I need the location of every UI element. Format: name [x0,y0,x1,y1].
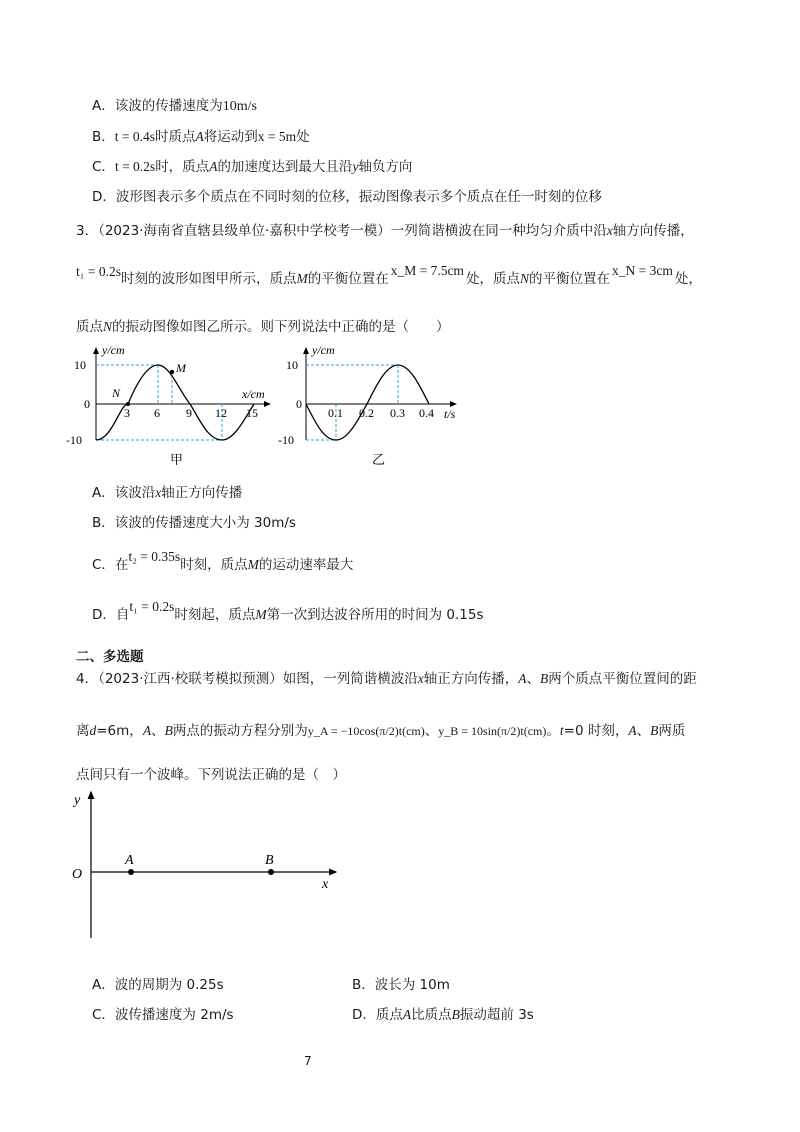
option-label: B． [352,977,375,993]
q2-option-a [92,97,257,116]
q3-option-d [92,599,484,624]
option-text: 波形图表示多个质点在不同时刻的位移，振动图像表示多个质点在任一时刻的位移 [115,189,602,205]
point-m-dot [170,370,174,374]
option-text: 自 [115,607,130,623]
option-text: 该波沿 [114,485,156,501]
xn-expr: x_N = 3cm [611,263,673,278]
t2-expr: t₂ = 0.35s [128,549,181,564]
var-n: N [103,319,113,334]
stem-text: 离 [76,723,90,739]
var-m: M [247,557,259,572]
option-text: 第一次到达波谷所用的时间为 0.15s [266,607,484,623]
equation-a: y_A = −10cos(π/2)t(cm) [307,724,425,738]
var-b: B [540,671,549,686]
option-text: 波的周期为 0.25s [114,977,224,993]
option-label: D． [352,1007,376,1023]
q2-option-d [92,188,602,206]
speed-value: 10m/s [222,99,257,114]
option-text: 比质点 [411,1007,452,1023]
var-b: B [451,1007,460,1022]
option-text: 该波的传播速度为 [114,98,223,114]
y-axis-label: y/cm [312,343,335,357]
stem-text: 、 [636,723,651,739]
option-text: 的运动速率最大 [258,557,354,573]
stem-text: =6m， [96,723,143,739]
y-tick: -10 [278,433,294,447]
option-label: C． [92,557,115,573]
t1-expr: t₁ = 0.2s [76,264,121,279]
stem-text: 的振动图像如图乙所示。则下列说法中正确的是（ ） [112,319,450,335]
option-label: B． [92,129,115,145]
stem-text: 质点 [76,319,103,335]
var-d: d [89,723,97,738]
q3-stem-line3 [76,318,450,336]
question-source: （2023·海南省直辖县级单位·嘉积中学校考一模） [98,223,391,239]
point-a-dot [128,869,134,875]
q3-option-c [92,549,354,574]
time-expr: t = 0.2s [114,159,156,174]
stem-text: 、 [526,671,541,687]
option-label: D． [92,607,116,623]
page-number: 7 [304,1054,312,1068]
var-a: A [142,723,152,738]
option-text: 时刻起，质点 [174,607,256,623]
var-a: A [402,1007,412,1022]
var-x: x [155,485,162,500]
var-t: t [559,723,564,738]
x-axis-label: x/cm [242,387,265,401]
option-text: 轴正方向传播 [161,485,243,501]
y-axis-label: y [74,793,81,808]
x-tick: 0.1 [328,406,343,420]
stem-text: 处，质点 [465,271,520,287]
q4-option-d [352,1006,534,1024]
option-text: 将运动到 [203,129,258,145]
y-tick: -10 [66,433,82,447]
var-b: B [650,723,659,738]
x-tick: 0.2 [359,406,374,420]
q2-option-c [92,158,412,176]
stem-text: 两质 [658,723,686,739]
var-x: x [606,223,613,238]
var-b: B [164,723,173,738]
time-expr: t = 0.4s [114,129,156,144]
point-b-dot [268,869,274,875]
var-n: N [519,271,529,286]
y-tick: 0 [84,397,90,411]
q4-option-c [92,1006,234,1024]
var-m: M [255,607,267,622]
figure-caption: 乙 [372,453,386,468]
q4-stem-line1 [76,670,697,688]
figure-caption: 甲 [170,453,184,468]
var-m: M [296,271,308,286]
stem-text: =0 时刻， [563,723,629,739]
y-tick: 10 [286,358,298,372]
x-tick: 3 [124,406,130,420]
stem-text: 一列简谐横波在同一种均匀介质中沿 [390,223,607,239]
stem-text: 时刻的波形如图甲所示，质点 [120,271,297,287]
option-label: B． [92,515,115,531]
var-a: A [518,671,527,686]
option-text: 时刻，质点 [180,557,248,573]
var-a: A [209,159,218,174]
x-tick: 6 [154,406,160,420]
x-axis-label: x [322,877,329,892]
x-tick: 0.4 [419,406,434,420]
q2-option-b [92,128,310,146]
option-text: 波长为 10m [374,977,450,993]
option-text: 波传播速度为 2m/s [114,1007,234,1023]
x-tick: 12 [215,406,227,420]
point-a-label: A [125,853,134,868]
equation-b: y_B = 10sin(π/2)t(cm) [438,724,547,738]
var-a: A [195,129,204,144]
option-text: 振动超前 3s [459,1007,534,1023]
question-number: 4． [76,671,99,687]
point-n-label: N [112,386,121,400]
stem-text: 、 [151,723,165,739]
stem-text: 处， [674,271,702,287]
option-text: 在 [114,557,129,573]
stem-text: 的平衡位置在 [528,271,610,287]
option-label: A． [92,98,115,114]
q4-option-b [352,976,450,994]
x-tick: 9 [186,406,192,420]
section-title: 二、多选题 [76,649,144,665]
x-axis-label: t/s [444,407,456,421]
y-axis-label: y/cm [102,343,125,357]
option-label: C． [92,159,115,175]
option-text: 该波的传播速度大小为 30m/s [114,515,296,531]
option-label: A． [92,977,115,993]
q3-option-a [92,484,242,502]
var-y: y [352,159,359,174]
point-b-label: B [265,853,274,868]
stem-text: 的平衡位置在 [307,271,389,287]
stem-text: 。 [546,723,560,739]
x-tick: 0.3 [390,406,405,420]
option-label: D． [92,189,116,205]
stem-text: 点间只有一个波峰。下列说法正确的是（ ） [76,767,346,783]
option-text: 轴负方向 [358,159,413,175]
t1-expr: t₁ = 0.2s [129,599,175,614]
q4-stem-line3 [76,766,346,784]
option-label: A． [92,485,115,501]
var-x: x [417,671,424,686]
stem-text: 如图，一列简谐横波沿 [282,671,418,687]
vibration-curve [306,365,429,440]
xm-expr: x_M = 7.5cm [390,263,464,278]
question-source: （2023·江西·校联考模拟预测） [98,671,283,687]
position-expr: x = 5m [257,129,297,144]
option-label: C． [92,1007,115,1023]
stem-text: 轴方向传播， [612,223,694,239]
q3-stem-line2 [76,263,702,288]
x-tick: 15 [246,406,258,420]
var-a: A [628,723,637,738]
y-tick: 0 [296,397,302,411]
stem-text: 轴正方向传播， [423,671,519,687]
figure-yi-vibration [276,340,476,470]
origin-label: O [72,867,83,882]
q4-stem-line2 [76,722,685,740]
figure-jia-waveform [62,340,272,470]
wave-curve [96,365,254,440]
figure-q4-axes [68,788,348,948]
stem-text: 两点的振动方程分别为 [172,723,308,739]
q3-option-b [92,514,296,532]
stem-text: 、 [424,723,439,739]
option-text: 处 [296,129,310,145]
option-text: 时质点 [155,129,196,145]
q3-stem-line1 [76,222,694,240]
option-text: 时，质点 [155,159,210,175]
option-text: 的加速度达到最大且沿 [217,159,353,175]
stem-text: 两个质点平衡位置间的距 [548,671,697,687]
question-number: 3． [76,223,99,239]
option-text: 质点 [375,1007,403,1023]
q4-option-a [92,976,224,994]
y-tick: 10 [74,358,86,372]
point-m-label: M [176,361,186,375]
